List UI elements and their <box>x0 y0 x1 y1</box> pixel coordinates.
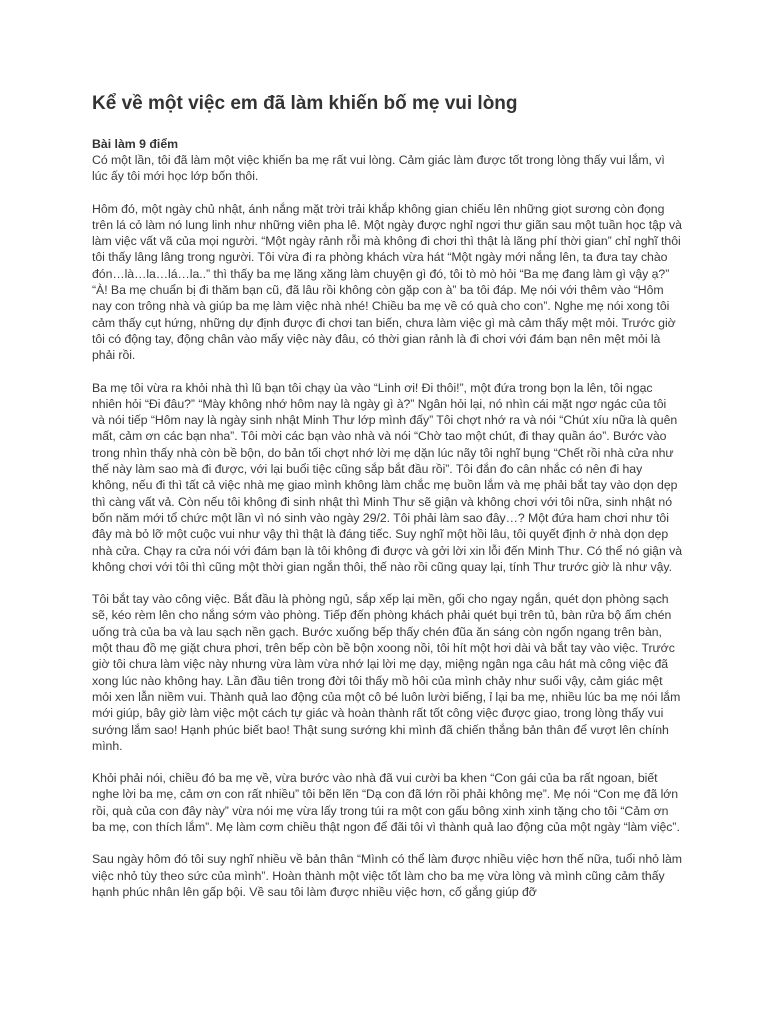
document-page <box>92 92 682 916</box>
document-subtitle: Bài làm 9 điểm <box>92 137 179 151</box>
paragraph-4: Tôi bắt tay vào công việc. Bắt đầu là phòng ngủ, sắp xếp lại mền, gối cho ngay ngắn, quét dọn phòng sạch sẽ, kéo rèm lên cho nắng sớm vào phòng. Tiếp đến phòng khách phải quét bụi trên tủ, bàn rửa bộ ấm chén uống trà của ba và lau sạch nền gạch. Bước xuống bếp thấy chén đũa ăn sáng còn ngổn ngang trên bàn, một thau đồ mẹ giặt chưa phơi, trên bếp còn bề bộn xoong nồi, tôi hít một hơi dài và bắt tay vào việc. Trước giờ tôi chưa làm việc này nhưng vừa làm vừa nhớ lại lời mẹ dạy, miệng ngân nga câu hát mà công việc đã xong lúc nào không hay. Lần đầu tiên trong đời tôi thấy mồ hôi của mình chảy như suối vậy, cảm giác mệt mỏi xen lẫn niềm vui. Thành quả lao động của một cô bé luôn lười biếng, ỉ lại ba mẹ, nhiều lúc ba mẹ nói lắm mới giúp, bây giờ làm việc một cách tự giác và hoàn thành rất tốt công việc được giao, trong lòng thấy vui sướng lắm sao! Hạnh phúc biết bao! Thật sung sướng khi mình đã chiến thắng bản thân để vượt lên chính mình. <box>92 592 681 753</box>
paragraph-6: Sau ngày hôm đó tôi suy nghĩ nhiều về bản thân “Mình có thể làm được nhiều việc hơn thế nữa, tuổi nhỏ làm việc nhỏ tùy theo sức của mình”. Hoàn thành một việc tốt làm cho ba mẹ vừa lòng và mình cũng cảm thấy hạnh phúc nhân lên gấp bội. Về sau tôi làm được nhiều việc hơn, cố gắng giúp đỡ <box>92 852 682 899</box>
paragraph-3: Ba mẹ tôi vừa ra khỏi nhà thì lũ bạn tôi chạy ùa vào “Linh ơi! Đi thôi!”, một đứa trong bọn la lên, tôi ngạc nhiên hỏi “Đi đâu?” “Mày không nhớ hôm nay là ngày gì à?” Ngân hỏi lại, nó nhìn cái mặt ngơ ngác của tôi và nói tiếp “Hôm nay là ngày sinh nhật Minh Thư lớp mình đấy” Tôi chợt nhớ ra và nói “Chút xíu nữa là quên mất, cảm ơn các bạn nha”. Tôi mời các bạn vào nhà và nói “Chờ tao một chút, đi thay quần áo”. Bước vào trong nhìn thấy nhà còn bề bộn, do bản tối chợt nhớ lời mẹ dặn lúc nãy tôi nghĩ bụng “Chết rồi nhà cửa như thế này làm sao mà đi được, với lại buổi tiệc cũng sắp bắt đầu rồi”. Tôi đắn đo cân nhắc có nên đi hay không, nếu đi thì tất cả việc nhà mẹ giao mình không làm chắc mẹ buồn lắm và mẹ phải bắt tay vào dọn dẹp thì càng vất vả. Còn nếu tôi không đi sinh nhật thì Minh Thư sẽ giận và không chơi với tôi nữa, sinh nhật nó bốn năm mới tổ chức một lần vì nó sinh vào ngày 29/2. Tôi phải làm sao đây…? Một đứa ham chơi như tôi đây mà bỏ lỡ một cuộc vui như vậy thì thật là đáng tiếc. Suy nghĩ một hồi lâu, tôi quyết định ở nhà dọn dẹp nhà cửa. Chạy ra cửa nói với đám bạn là tôi không đi được và gởi lời xin lỗi đến Minh Thư. Có thể nó giận và không chơi với tôi thì cũng một thời gian ngắn thôi, thế nào rồi cũng quay lại, tính Thư trước giờ là như vậy. <box>92 380 682 574</box>
paragraph-2: Hôm đó, một ngày chủ nhật, ánh nắng mặt trời trải khắp không gian chiếu lên những giọt sương còn đọng trên lá cỏ làm nó lung linh như những viên pha lê. Một ngày được nghỉ ngơi thư giãn sau một tuần học tập và làm việc vất vã của mọi người. “Một ngày rảnh rỗi mà không đi chơi thì thật là lãng phí thời gian” chỉ nghĩ thôi tôi thấy lâng lâng trong người. Tôi vừa đi ra phòng khách vừa hát “Một ngày mới nắng lên, ta đưa tay chào đón…là…la…lá…la..” thì thấy ba mẹ lăng xăng làm chuyện gì đó, tôi tò mò hỏi “Ba mẹ đang làm gì vậy ạ?” “À! Ba mẹ chuẩn bị đi thăm bạn cũ, đã lâu rồi không còn gặp con à” ba tôi đáp. Mẹ nói với thêm vào “Hôm nay con trông nhà và giúp ba mẹ làm việc nhà nhé! Chiều ba mẹ về có quà cho con”. Nghe mẹ nói xong tôi cảm thấy cụt hứng, những dự định được đi chơi tan biến, chưa làm việc gì mà cảm thấy mệt mỏi. Trước giờ tôi có động tay, động chân vào mấy việc này đâu, có thời gian rảnh là đi chơi với đám bạn nên mệt mỏi là phải rồi. <box>92 201 682 363</box>
paragraph-5: Khỏi phải nói, chiều đó ba mẹ về, vừa bước vào nhà đã vui cười ba khen “Con gái của ba rất ngoan, biết nghe lời ba mẹ, cảm ơn con rất nhiều” tôi bẽn lẽn “Dạ con đã lớn rồi phải không mẹ”. Mẹ nói “Con mẹ đã lớn rồi, quà của con đây này” vừa nói mẹ vừa lấy trong túi ra một con gấu bông xinh xinh tặng cho tôi “Cảm ơn ba mẹ, con thích lắm”. Mẹ làm cơm chiều thật ngon để đãi tôi vì thành quả lao động của một ngày “làm việc”. <box>92 771 680 834</box>
paragraph-1: Có một lần, tôi đã làm một việc khiến ba mẹ rất vui lòng. Cảm giác làm được tốt trong lòng thấy vui lắm, vì lúc ấy tôi mới học lớp bốn thôi. <box>92 153 665 184</box>
document-title: Kể về một việc em đã làm khiến bố mẹ vui lòng <box>92 93 518 114</box>
